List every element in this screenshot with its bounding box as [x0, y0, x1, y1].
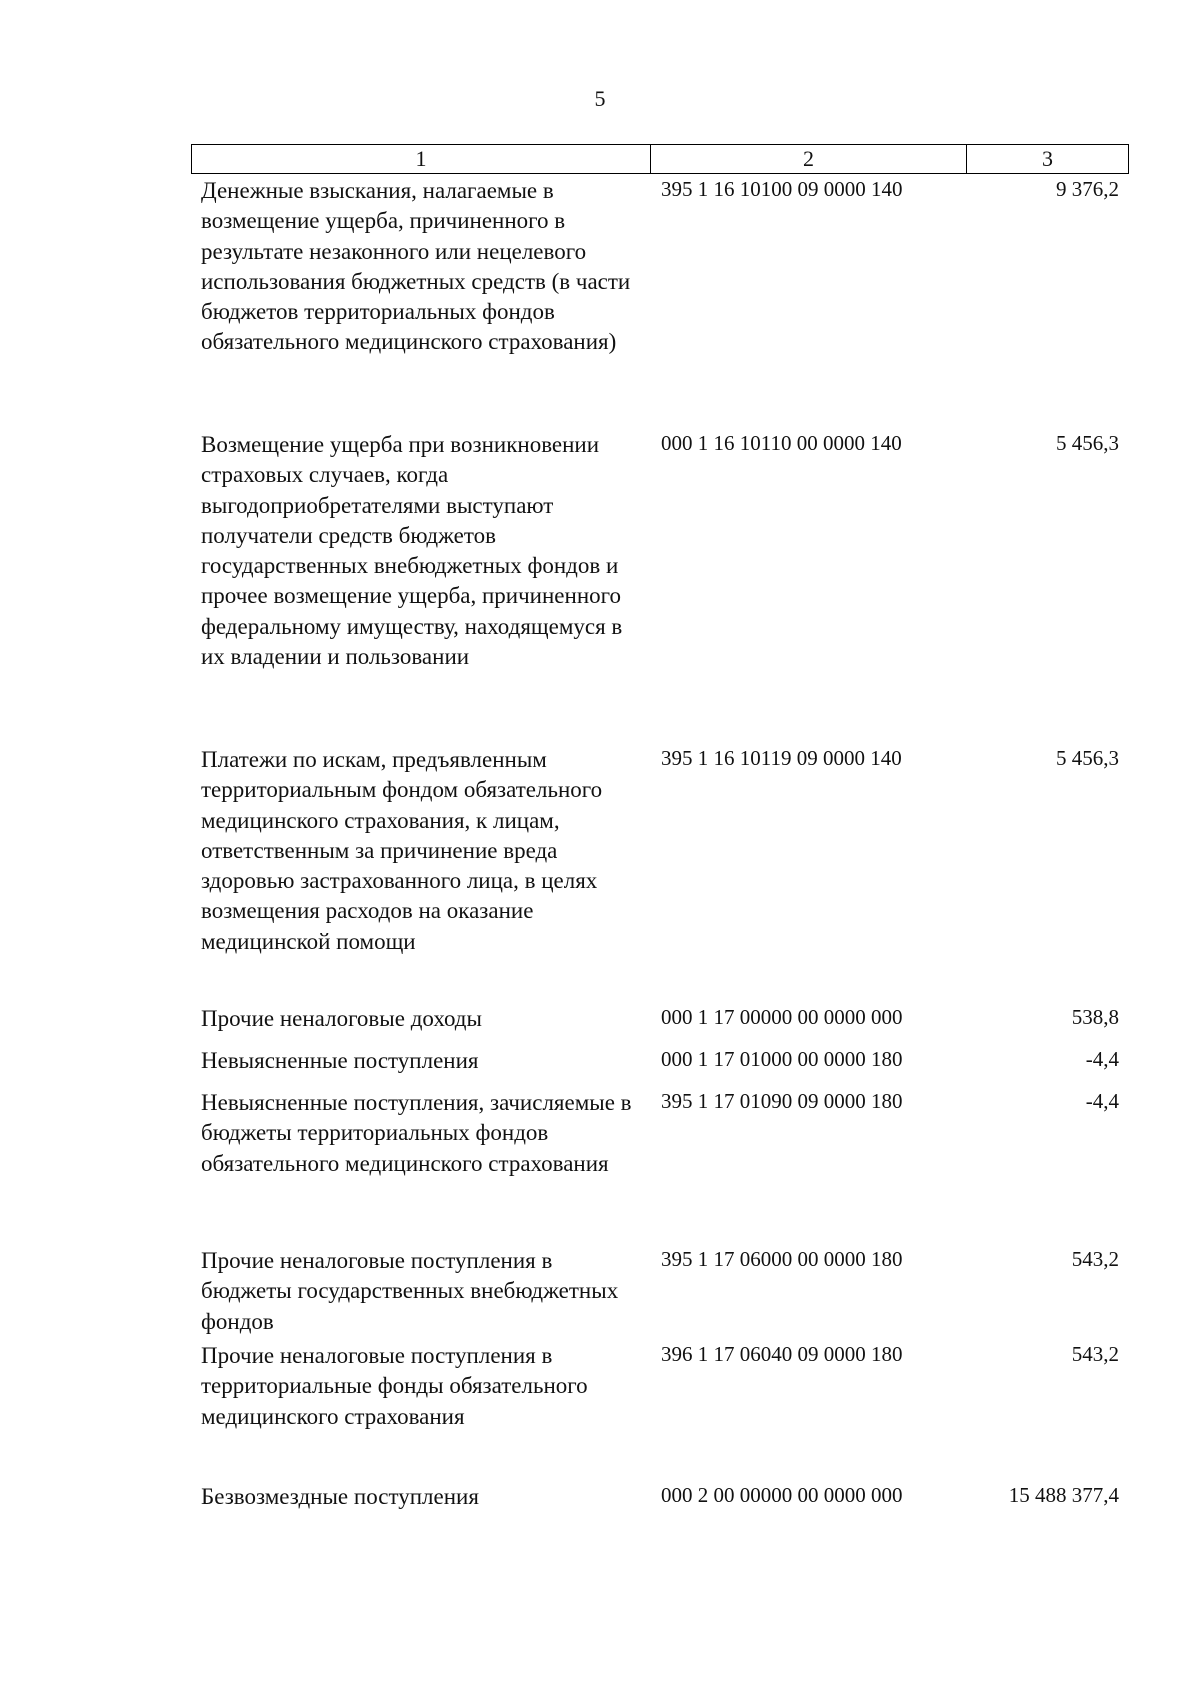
row-name: Платежи по искам, предъявленным территориальным фондом обязательного медицинского страхования, к лицам, ответственным за причинение вреда здоровью застрахованного лица, в целях возмещения расходов на оказание медицинской помощи [201, 747, 603, 954]
table-header [191, 144, 1129, 174]
row-value: 5 456,3 [1056, 746, 1119, 770]
row-value: 538,8 [1071, 1005, 1119, 1029]
row-value: 9 376,2 [1056, 177, 1119, 201]
row-code: 395 1 17 06000 00 0000 180 [661, 1247, 903, 1271]
row-value: -4,4 [1085, 1047, 1119, 1071]
row-code: 000 1 17 00000 00 0000 000 [661, 1005, 903, 1029]
header-col-1: 1 [192, 145, 651, 173]
table-row [191, 1088, 1129, 1179]
row-name: Денежные взыскания, налагаемые в возмещение ущерба, причиненного в результате незаконного или нецелевого использования бюджетных средств (в части бюджетов территориальных фондов обязательного медицинского страхования) [201, 178, 631, 355]
row-name: Прочие неналоговые поступления в бюджеты государственных внебюджетных фондов [201, 1248, 619, 1334]
row-name: Прочие неналоговые доходы [201, 1006, 482, 1031]
row-code: 395 1 16 10119 09 0000 140 [661, 746, 902, 770]
table-row [191, 176, 1129, 358]
table-row [191, 1004, 1129, 1034]
header-col-2: 2 [651, 145, 967, 173]
table-row [191, 1482, 1129, 1512]
row-name: Невыясненные поступления, зачисляемые в бюджеты территориальных фондов обязательного медицинского страхования [201, 1090, 632, 1176]
row-value: 543,2 [1071, 1342, 1119, 1366]
table-row [191, 1341, 1129, 1432]
row-name: Прочие неналоговые поступления в территориальные фонды обязательного медицинского страхования [201, 1343, 588, 1429]
row-value: 5 456,3 [1056, 431, 1119, 455]
row-name: Невыясненные поступления [201, 1048, 479, 1073]
row-code: 000 2 00 00000 00 0000 000 [661, 1483, 903, 1507]
row-code: 396 1 17 06040 09 0000 180 [661, 1342, 903, 1366]
row-value: -4,4 [1085, 1089, 1119, 1113]
page-number: 5 [594, 86, 606, 111]
header-col-3: 3 [1042, 146, 1053, 171]
table-row [191, 430, 1129, 672]
row-value: 15 488 377,4 [1008, 1483, 1119, 1507]
row-code: 000 1 17 01000 00 0000 180 [661, 1047, 903, 1071]
row-code: 000 1 16 10110 00 0000 140 [661, 431, 902, 455]
row-name: Безвозмездные поступления [201, 1484, 479, 1509]
table-row [191, 1246, 1129, 1337]
row-code: 395 1 16 10100 09 0000 140 [661, 177, 903, 201]
table-row [191, 1046, 1129, 1076]
row-value: 543,2 [1071, 1247, 1119, 1271]
revenue-table [191, 144, 1129, 1509]
table-row [191, 745, 1129, 957]
row-code: 395 1 17 01090 09 0000 180 [661, 1089, 903, 1113]
row-name: Возмещение ущерба при возникновении страховых случаев, когда выгодоприобретателями выступают получатели средств бюджетов государственных внебюджетных фондов и прочее возмещение ущерба, причиненного федеральному имуществу, находящемуся в их владении и пользовании [201, 432, 623, 670]
